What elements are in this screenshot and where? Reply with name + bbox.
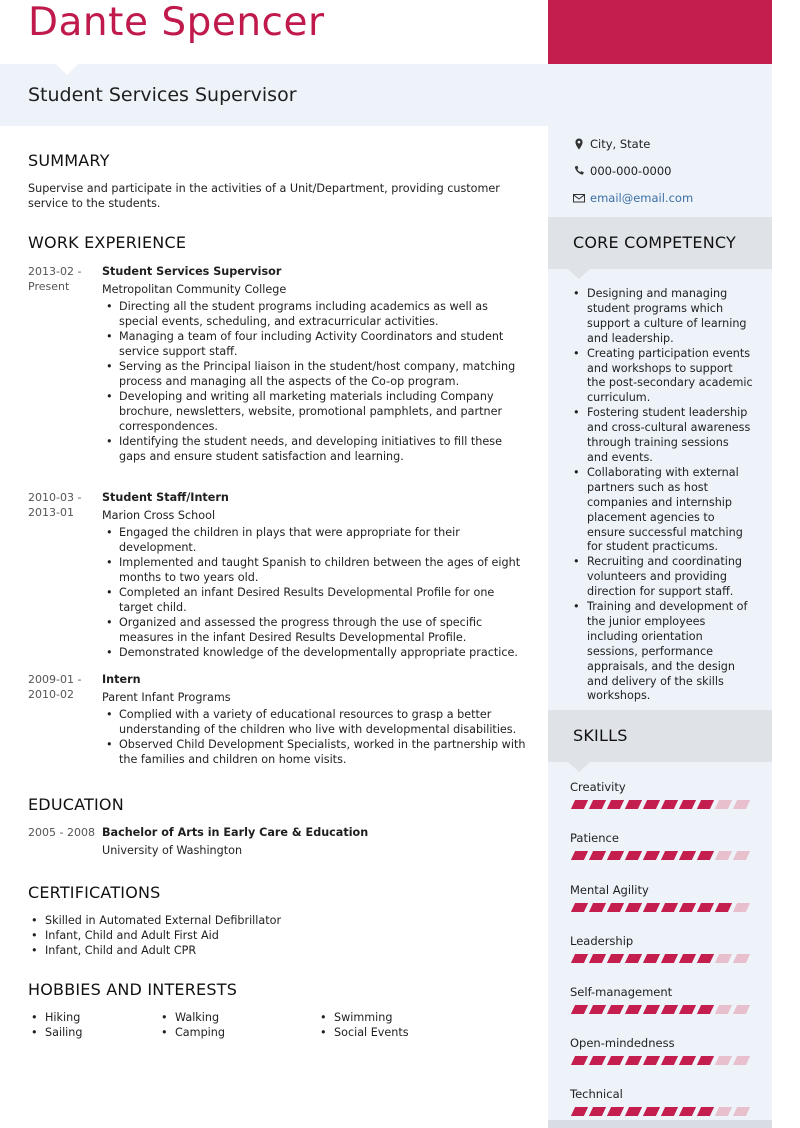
rating-segment-filled bbox=[697, 1005, 714, 1014]
certifications-heading: CERTIFICATIONS bbox=[28, 883, 161, 902]
skill-label: Creativity bbox=[570, 780, 626, 794]
rating-segment-filled bbox=[607, 903, 624, 912]
skill-label: Leadership bbox=[570, 934, 634, 948]
skill-mental-agility bbox=[570, 883, 760, 913]
core-competency-header bbox=[548, 217, 772, 269]
job-bullet: • Demonstrated knowledge of the developmentally appropriate practice. bbox=[102, 645, 528, 660]
job-date: 2010-03 - 2013-01 bbox=[28, 491, 82, 519]
skill-rating-bar bbox=[570, 800, 760, 810]
skill-self-management bbox=[570, 985, 760, 1015]
skill-leadership bbox=[570, 934, 760, 964]
skills-header bbox=[548, 710, 772, 762]
rating-segment-filled bbox=[697, 1107, 714, 1116]
job-organization: Metropolitan Community College bbox=[102, 283, 287, 296]
competency-item: • Designing and managing student programs which support a culture of learning and leadership. bbox=[573, 287, 753, 347]
rating-segment-filled bbox=[589, 1107, 606, 1116]
job-date: 2009-01 - 2010-02 bbox=[28, 673, 82, 701]
job-bullet: • Completed an infant Desired Results Developmental Profile for one target child. bbox=[102, 585, 528, 615]
rating-segment-filled bbox=[589, 800, 606, 809]
phone-text: 000-000-0000 bbox=[590, 164, 672, 178]
skill-open-mindedness bbox=[570, 1036, 760, 1066]
job-organization: Marion Cross School bbox=[102, 509, 216, 522]
email-link[interactable]: email@email.com bbox=[590, 191, 694, 205]
location-text: City, State bbox=[590, 137, 651, 151]
job-bullet: • Implemented and taught Spanish to children between the ages of eight months to two years old. bbox=[102, 555, 528, 585]
job-bullet: • Managing a team of four including Activity Coordinators and student service support staff. bbox=[102, 329, 528, 359]
rating-segment-filled bbox=[571, 954, 588, 963]
certification-item: • Skilled in Automated External Defibrillator bbox=[28, 913, 528, 928]
rating-segment-filled bbox=[607, 1107, 624, 1116]
rating-segment-filled bbox=[661, 903, 678, 912]
job-bullet: • Directing all the student programs including academics as well as special events, scheduling, and extracurricular activities. bbox=[102, 299, 528, 329]
job-bullet: • Organized and assessed the progress through the use of specific measures in the infant Desired Results Developmental Profile. bbox=[102, 615, 528, 645]
skill-rating-bar bbox=[570, 851, 760, 861]
skill-patience bbox=[570, 831, 760, 861]
skill-rating-bar bbox=[570, 1005, 760, 1015]
rating-segment-filled bbox=[625, 800, 642, 809]
header-accent-block bbox=[548, 0, 772, 64]
job-role: Intern bbox=[102, 673, 141, 686]
summary-text: Supervise and participate in the activities of a Unit/Department, providing customer service to the students. bbox=[28, 182, 500, 210]
rating-segment-filled bbox=[607, 800, 624, 809]
rating-segment-empty bbox=[715, 954, 732, 963]
job-organization: Parent Infant Programs bbox=[102, 691, 231, 704]
skill-creativity bbox=[570, 780, 760, 810]
summary-heading: SUMMARY bbox=[28, 151, 110, 170]
rating-segment-empty bbox=[733, 851, 750, 860]
hobby-item: • Hiking bbox=[28, 1010, 82, 1025]
rating-segment-empty bbox=[733, 800, 750, 809]
rating-segment-empty bbox=[733, 1005, 750, 1014]
rating-segment-empty bbox=[733, 1056, 750, 1065]
rating-segment-filled bbox=[643, 1005, 660, 1014]
competency-item: • Recruiting and coordinating volunteers and providing direction for support staff. bbox=[573, 555, 753, 600]
job-role: Student Staff/Intern bbox=[102, 491, 229, 504]
job-role: Student Services Supervisor bbox=[102, 265, 282, 278]
rating-segment-empty bbox=[715, 1107, 732, 1116]
hobbies-column bbox=[28, 1010, 82, 1040]
skill-label: Open-mindedness bbox=[570, 1036, 675, 1050]
rating-segment-filled bbox=[679, 903, 696, 912]
rating-segment-empty bbox=[733, 903, 750, 912]
job-bullets bbox=[102, 707, 528, 767]
title-notch bbox=[56, 64, 78, 75]
hobby-item: • Sailing bbox=[28, 1025, 82, 1040]
rating-segment-filled bbox=[571, 1107, 588, 1116]
rating-segment-filled bbox=[643, 1056, 660, 1065]
job-bullet: • Observed Child Development Specialists, worked in the partnership with the families and children on home visits. bbox=[102, 737, 528, 767]
rating-segment-filled bbox=[625, 903, 642, 912]
rating-segment-filled bbox=[679, 851, 696, 860]
job-bullets bbox=[102, 299, 528, 464]
rating-segment-filled bbox=[643, 903, 660, 912]
rating-segment-filled bbox=[679, 954, 696, 963]
rating-segment-filled bbox=[697, 954, 714, 963]
skill-rating-bar bbox=[570, 954, 760, 964]
job-bullet: • Developing and writing all marketing materials including Company brochure, newsletters, website, promotional pamphlets, and partner correspondences. bbox=[102, 389, 528, 434]
rating-segment-filled bbox=[571, 851, 588, 860]
rating-segment-filled bbox=[607, 954, 624, 963]
rating-segment-filled bbox=[589, 954, 606, 963]
job-entry bbox=[102, 672, 528, 767]
rating-segment-empty bbox=[733, 1107, 750, 1116]
rating-segment-filled bbox=[625, 1107, 642, 1116]
rating-segment-filled bbox=[679, 800, 696, 809]
education-date: 2005 - 2008 bbox=[28, 826, 95, 839]
competency-item: • Fostering student leadership and cross-cultural awareness through training sessions and events. bbox=[573, 406, 753, 466]
skill-label: Self-management bbox=[570, 985, 673, 999]
skills-heading: SKILLS bbox=[573, 726, 628, 745]
job-bullet: • Serving as the Principal liaison in the student/host company, matching process and managing all the aspects of the Co-op program. bbox=[102, 359, 528, 389]
sidebar-bottom-edge bbox=[548, 1120, 772, 1128]
job-bullet: • Identifying the student needs, and developing initiatives to fill these gaps and ensure student satisfaction and learning. bbox=[102, 434, 528, 464]
hobby-item: • Social Events bbox=[317, 1025, 409, 1040]
skills-notch bbox=[568, 762, 590, 772]
rating-segment-filled bbox=[715, 903, 732, 912]
hobby-item: • Camping bbox=[158, 1025, 225, 1040]
job-bullets bbox=[102, 525, 528, 660]
work-experience-heading: WORK EXPERIENCE bbox=[28, 233, 187, 252]
job-entry bbox=[102, 490, 528, 660]
rating-segment-filled bbox=[589, 851, 606, 860]
rating-segment-filled bbox=[697, 1056, 714, 1065]
rating-segment-filled bbox=[625, 1005, 642, 1014]
rating-segment-empty bbox=[715, 800, 732, 809]
job-date: 2013-02 - Present bbox=[28, 265, 82, 293]
competency-list bbox=[573, 287, 753, 704]
hobbies-column bbox=[317, 1010, 409, 1040]
rating-segment-filled bbox=[679, 1107, 696, 1116]
competency-item: • Collaborating with external partners such as host companies and internship placement agencies to ensure successful matching for student practicums. bbox=[573, 466, 753, 555]
rating-segment-filled bbox=[697, 903, 714, 912]
rating-segment-filled bbox=[679, 1005, 696, 1014]
rating-segment-filled bbox=[625, 954, 642, 963]
map-pin-icon bbox=[572, 137, 586, 151]
competency-item: • Creating participation events and workshops to support the post-secondary academic curriculum. bbox=[573, 347, 753, 407]
rating-segment-filled bbox=[661, 1056, 678, 1065]
rating-segment-filled bbox=[661, 851, 678, 860]
rating-segment-filled bbox=[643, 1107, 660, 1116]
job-entry bbox=[102, 264, 528, 464]
job-bullet: • Complied with a variety of educational resources to grasp a better understanding of the children who live with developmental disabilities. bbox=[102, 707, 528, 737]
hobby-item: • Swimming bbox=[317, 1010, 409, 1025]
education-degree: Bachelor of Arts in Early Care & Education bbox=[102, 826, 369, 839]
rating-segment-filled bbox=[643, 851, 660, 860]
hobbies-heading: HOBBIES AND INTERESTS bbox=[28, 980, 238, 999]
job-bullet: • Engaged the children in plays that were appropriate for their development. bbox=[102, 525, 528, 555]
rating-segment-filled bbox=[625, 1056, 642, 1065]
certification-item: • Infant, Child and Adult First Aid bbox=[28, 928, 528, 943]
rating-segment-filled bbox=[589, 903, 606, 912]
rating-segment-filled bbox=[607, 1056, 624, 1065]
hobbies-column bbox=[158, 1010, 225, 1040]
skill-rating-bar bbox=[570, 903, 760, 913]
rating-segment-filled bbox=[571, 800, 588, 809]
rating-segment-filled bbox=[589, 1056, 606, 1065]
candidate-name: Dante Spencer bbox=[28, 0, 325, 45]
competency-notch bbox=[568, 269, 590, 279]
skill-rating-bar bbox=[570, 1107, 760, 1117]
skill-label: Mental Agility bbox=[570, 883, 649, 897]
education-school: University of Washington bbox=[102, 844, 243, 857]
rating-segment-filled bbox=[697, 800, 714, 809]
rating-segment-empty bbox=[715, 1005, 732, 1014]
rating-segment-filled bbox=[607, 1005, 624, 1014]
skill-label: Patience bbox=[570, 831, 619, 845]
rating-segment-filled bbox=[643, 800, 660, 809]
rating-segment-filled bbox=[661, 1107, 678, 1116]
education-heading: EDUCATION bbox=[28, 795, 124, 814]
rating-segment-filled bbox=[571, 1005, 588, 1014]
certification-item: • Infant, Child and Adult CPR bbox=[28, 943, 528, 958]
rating-segment-filled bbox=[607, 851, 624, 860]
rating-segment-filled bbox=[571, 1056, 588, 1065]
rating-segment-filled bbox=[661, 954, 678, 963]
education-entry bbox=[102, 825, 528, 860]
rating-segment-empty bbox=[733, 954, 750, 963]
job-title: Student Services Supervisor bbox=[28, 84, 297, 106]
rating-segment-filled bbox=[661, 800, 678, 809]
hobby-item: • Walking bbox=[158, 1010, 225, 1025]
rating-segment-filled bbox=[571, 903, 588, 912]
rating-segment-filled bbox=[643, 954, 660, 963]
rating-segment-filled bbox=[679, 1056, 696, 1065]
rating-segment-filled bbox=[697, 851, 714, 860]
core-competency-heading: CORE COMPETENCY bbox=[573, 233, 736, 252]
skill-rating-bar bbox=[570, 1056, 760, 1066]
certifications-list bbox=[28, 913, 528, 958]
rating-segment-empty bbox=[715, 851, 732, 860]
phone-icon bbox=[572, 164, 586, 178]
rating-segment-empty bbox=[715, 1056, 732, 1065]
envelope-icon bbox=[572, 191, 586, 205]
skill-technical bbox=[570, 1087, 760, 1117]
rating-segment-filled bbox=[661, 1005, 678, 1014]
competency-item: • Training and development of the junior employees including orientation sessions, performance appraisals, and the design and delivery of the skills workshops. bbox=[573, 600, 753, 704]
rating-segment-filled bbox=[625, 851, 642, 860]
skill-label: Technical bbox=[570, 1087, 623, 1101]
rating-segment-filled bbox=[589, 1005, 606, 1014]
